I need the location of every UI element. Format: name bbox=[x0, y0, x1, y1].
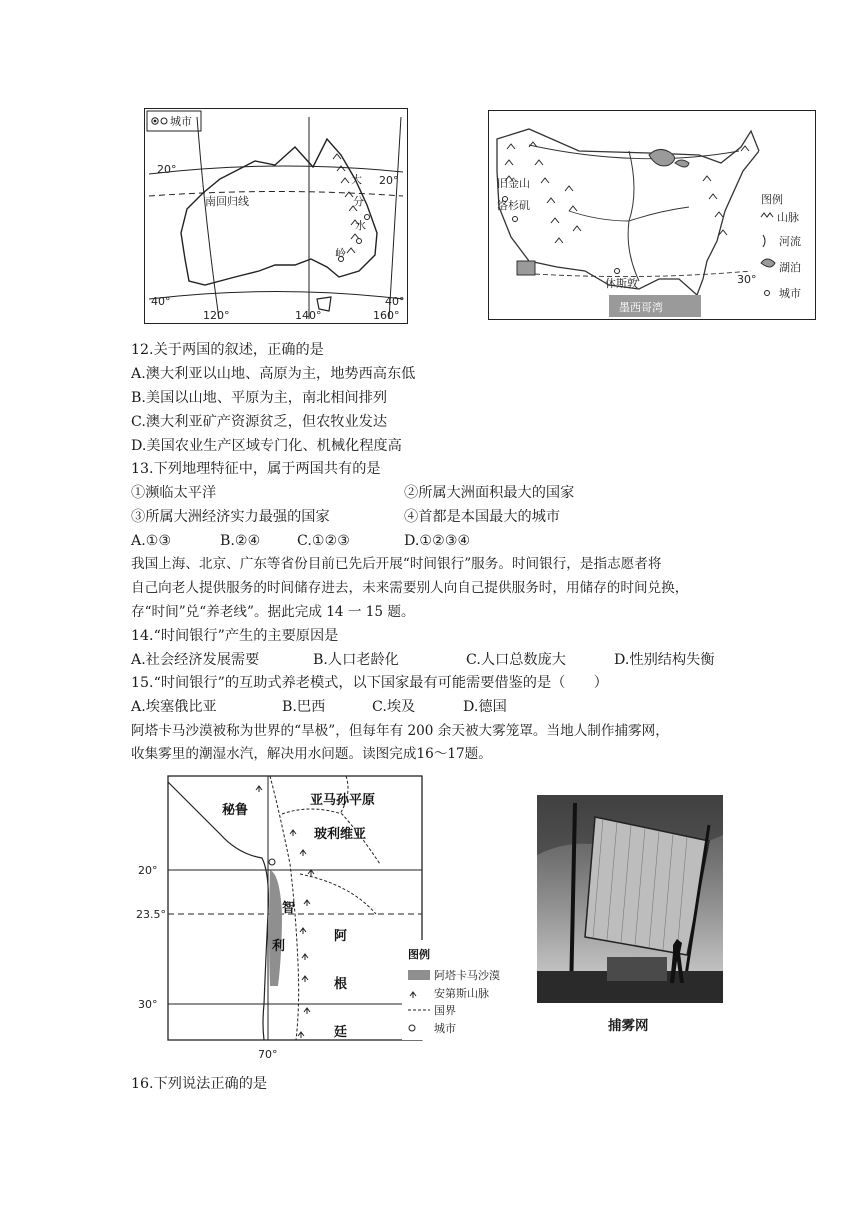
lat-30-label: 30° bbox=[737, 273, 757, 286]
usa-legend-lake: 湖泊 bbox=[779, 261, 801, 274]
chile-legend-title: 图例 bbox=[408, 948, 430, 961]
q15-option-b: B.巴西 bbox=[282, 699, 326, 715]
usa-map bbox=[488, 110, 816, 320]
lon-70-label: 70° bbox=[258, 1048, 278, 1061]
lat-20-label: 20° bbox=[138, 864, 158, 877]
fog-net-photo bbox=[537, 795, 723, 1003]
city-la: 洛杉矶 bbox=[497, 199, 530, 212]
chile-legend-city: 城市 bbox=[434, 1022, 456, 1035]
atacama-map bbox=[130, 774, 500, 1064]
passage2-line-2: 收集雾里的潮湿水汽，解决用水问题。读图完成16～17题。 bbox=[131, 746, 492, 762]
australia-map bbox=[144, 108, 408, 324]
lon-140: 140° bbox=[295, 309, 322, 322]
chile-legend-desert: 阿塔卡马沙漠 bbox=[434, 969, 500, 982]
q13-item-4: ④首都是本国最大的城市 bbox=[404, 509, 561, 525]
gulf-label: 墨西哥湾 bbox=[619, 301, 663, 314]
label-argentina-2: 根 bbox=[334, 977, 348, 992]
q15-option-c: C.埃及 bbox=[372, 699, 416, 715]
range-char-4: 岭 bbox=[335, 247, 346, 260]
lat-40-right: 40° bbox=[385, 295, 405, 308]
passage2-line-1: 阿塔卡马沙漠被称为世界的“旱极”，但每年有 200 余天被大雾笼罩。当地人制作捕雾网， bbox=[131, 723, 669, 739]
label-amazon: 亚马孙平原 bbox=[310, 793, 376, 808]
q12-option-d: D.美国农业生产区域专门化、机械化程度高 bbox=[131, 438, 402, 454]
label-argentina-3: 廷 bbox=[334, 1025, 348, 1040]
q14-option-c: C.人口总数庞大 bbox=[466, 652, 566, 668]
q14-stem: 14.“时间银行”产生的主要原因是 bbox=[131, 628, 339, 644]
passage1-line-3: 存“时间”兑“养老线”。据此完成 14 一 15 题。 bbox=[131, 604, 415, 620]
q13-option-b: B.②④ bbox=[220, 533, 261, 549]
q14-option-a: A.社会经济发展需要 bbox=[131, 652, 260, 668]
q13-item-2: ②所属大洲面积最大的国家 bbox=[404, 485, 575, 501]
q15-option-a: A.埃塞俄比亚 bbox=[131, 699, 217, 715]
q13-item-3: ③所属大洲经济实力最强的国家 bbox=[131, 509, 330, 525]
label-peru: 秘鲁 bbox=[222, 803, 249, 818]
australia-map-drawing bbox=[145, 109, 407, 323]
q13-option-c: C.①②③ bbox=[297, 533, 351, 549]
label-argentina-1: 阿 bbox=[334, 929, 348, 944]
q12-stem: 12.关于两国的叙述，正确的是 bbox=[131, 342, 324, 358]
usa-legend-city: 城市 bbox=[779, 287, 801, 300]
atacama-map-drawing bbox=[130, 774, 500, 1064]
q13-option-a: A.①③ bbox=[131, 533, 172, 549]
usa-legend-river: 河流 bbox=[779, 235, 801, 248]
q15-option-d: D.德国 bbox=[463, 699, 507, 715]
q13-item-1: ①濒临太平洋 bbox=[131, 485, 217, 501]
label-chile-2: 利 bbox=[272, 939, 286, 954]
chile-legend-andes: 安第斯山脉 bbox=[434, 987, 489, 1000]
lat-20-right: 20° bbox=[379, 174, 399, 187]
q13-option-d: D.①②③④ bbox=[404, 533, 471, 549]
q14-option-d: D.性别结构失衡 bbox=[614, 652, 715, 668]
passage1-line-1: 我国上海、北京、广东等省份目前已先后开展“时间银行”服务。时间银行，是指志愿者将 bbox=[131, 556, 662, 572]
q12-option-c: C.澳大利亚矿产资源贫乏，但农牧业发达 bbox=[131, 414, 388, 430]
q13-stem: 13.下列地理特征中，属于两国共有的是 bbox=[131, 461, 381, 477]
label-bolivia: 玻利维亚 bbox=[314, 827, 367, 842]
lon-160: 160° bbox=[373, 309, 400, 322]
chile-legend-border: 国界 bbox=[434, 1004, 456, 1017]
q15-stem: 15.“时间银行”的互助式养老模式，以下国家最有可能需要借鉴的是（ ） bbox=[131, 675, 608, 691]
q16-stem: 16.下列说法正确的是 bbox=[131, 1076, 268, 1092]
q14-option-b: B.人口老龄化 bbox=[313, 652, 399, 668]
usa-legend-title: 图例 bbox=[761, 193, 783, 206]
lon-120: 120° bbox=[203, 309, 230, 322]
label-chile-1: 智 bbox=[282, 901, 296, 916]
tropic-label: 南回归线 bbox=[205, 195, 249, 208]
usa-legend-mountain: 山脉 bbox=[777, 211, 799, 224]
lat-40-left: 40° bbox=[151, 295, 171, 308]
usa-map-drawing bbox=[489, 111, 815, 319]
range-char-3: 水 bbox=[355, 219, 366, 232]
photo-caption: 捕雾网 bbox=[608, 1018, 649, 1034]
range-char-1: 大 bbox=[351, 173, 362, 186]
fog-net-image bbox=[537, 795, 723, 1003]
lat-30-label: 30° bbox=[138, 998, 158, 1011]
city-sf: 旧金山 bbox=[497, 177, 530, 190]
legend-city-label: 城市 bbox=[170, 115, 192, 128]
lat-20-left: 20° bbox=[157, 163, 177, 176]
range-char-2: 分 bbox=[353, 195, 364, 208]
q12-option-a: A.澳大利亚以山地、高原为主，地势西高东低 bbox=[131, 366, 416, 382]
q12-option-b: B.美国以山地、平原为主，南北相间排列 bbox=[131, 390, 388, 406]
city-houston: 休斯敦 bbox=[605, 277, 638, 290]
lat-235-label: 23.5° bbox=[136, 908, 166, 921]
passage1-line-2: 自己向老人提供服务的时间储存进去，未来需要别人向自己提供服务时，用储存的时间兑换， bbox=[131, 580, 689, 596]
